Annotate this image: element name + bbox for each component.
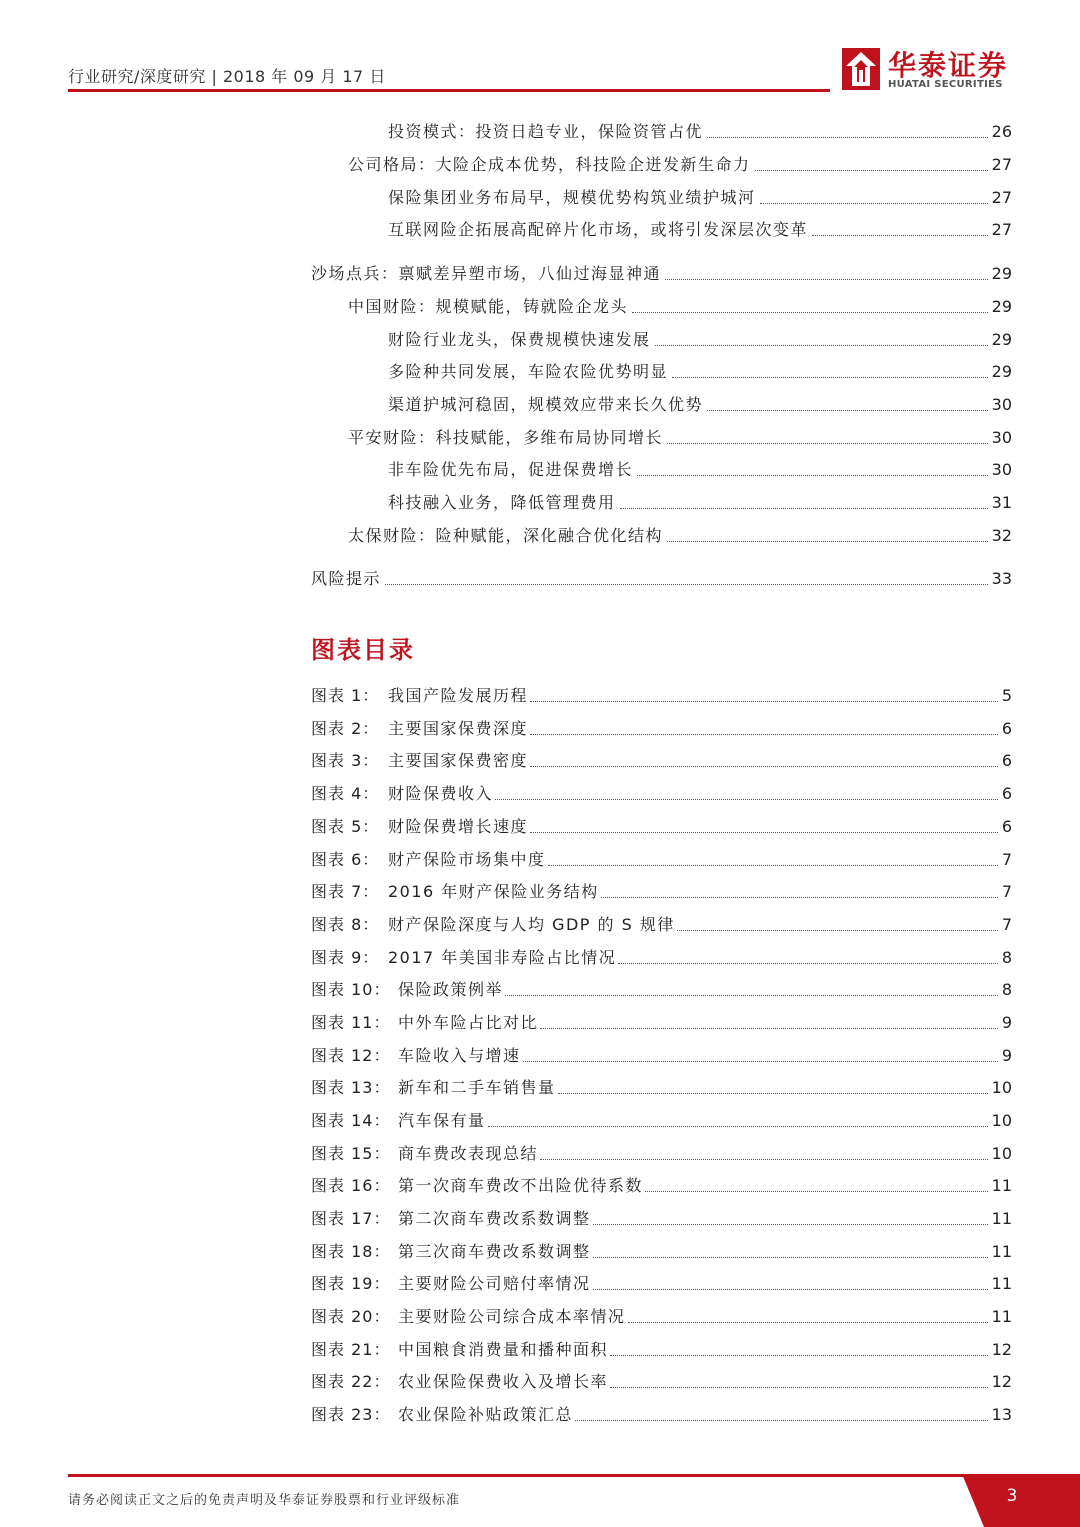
- figure-leader: [593, 1257, 988, 1258]
- figure-title: 农业保险补贴政策汇总: [398, 1405, 574, 1424]
- figure-title: 中外车险占比对比: [398, 1013, 539, 1032]
- figure-leader: [610, 1355, 988, 1356]
- figure-page: 12: [991, 1340, 1012, 1359]
- figure-label: 图表 16：: [311, 1176, 391, 1195]
- footer-divider: [68, 1474, 968, 1477]
- figure-page: 5: [1001, 686, 1012, 705]
- figure-title: 第二次商车费改系数调整: [398, 1209, 591, 1228]
- figure-title: 财险保费增长速度: [388, 817, 529, 836]
- figure-page: 7: [1001, 915, 1012, 934]
- report-info: 行业研究/深度研究 | 2018 年 09 月 17 日: [68, 67, 386, 86]
- logo-mark-icon: [842, 48, 880, 90]
- figure-label: 图表 7：: [311, 882, 380, 901]
- figure-title: 财险保费收入: [388, 784, 494, 803]
- figure-leader: [645, 1191, 988, 1192]
- figure-leader: [628, 1322, 988, 1323]
- toc-entry[interactable]: [348, 296, 1012, 318]
- figure-entry[interactable]: [311, 718, 1012, 740]
- toc-title: 保险集团业务布局早，规模优势构筑业绩护城河: [388, 188, 756, 207]
- figure-title: 主要财险公司综合成本率情况: [398, 1307, 626, 1326]
- figure-title: 2017 年美国非寿险占比情况: [388, 948, 617, 967]
- toc-title: 中国财险：规模赋能，铸就险企龙头: [348, 297, 629, 316]
- figure-leader: [593, 1289, 988, 1290]
- toc-entry[interactable]: [388, 492, 1012, 514]
- toc-title: 渠道护城河稳固，规模效应带来长久优势: [388, 395, 704, 414]
- figure-leader: [495, 799, 998, 800]
- figure-leader: [530, 734, 998, 735]
- figure-page: 8: [1001, 980, 1012, 999]
- toc-title: 互联网险企拓展高配碎片化市场，或将引发深层次变革: [388, 220, 809, 239]
- figure-label: 图表 10：: [311, 980, 391, 999]
- figures-heading: 图表目录: [311, 636, 415, 664]
- toc-page: 29: [991, 264, 1012, 283]
- figure-entry[interactable]: [311, 1143, 1012, 1165]
- figure-title: 财产保险市场集中度: [388, 850, 546, 869]
- figure-label: 图表 12：: [311, 1046, 391, 1065]
- toc-title: 平安财险：科技赋能，多维布局协同增长: [348, 428, 664, 447]
- toc-entry[interactable]: [348, 154, 1012, 176]
- figure-page: 7: [1001, 850, 1012, 869]
- figure-leader: [677, 930, 998, 931]
- figure-leader: [540, 1159, 988, 1160]
- figure-label: 图表 9：: [311, 948, 380, 967]
- figure-label: 图表 17：: [311, 1209, 391, 1228]
- toc-page: 29: [991, 297, 1012, 316]
- toc-entry[interactable]: [388, 121, 1012, 143]
- company-logo: [842, 48, 1017, 94]
- toc-leader: [707, 410, 988, 411]
- toc-entry[interactable]: [311, 263, 1012, 285]
- figure-page: 6: [1001, 751, 1012, 770]
- toc-leader: [672, 377, 988, 378]
- figure-page: 8: [1001, 948, 1012, 967]
- figure-page: 11: [991, 1209, 1012, 1228]
- figure-leader: [530, 766, 998, 767]
- figure-title: 主要国家保费密度: [388, 751, 529, 770]
- figure-entry[interactable]: [311, 750, 1012, 772]
- figure-entry[interactable]: [311, 849, 1012, 871]
- figure-entry[interactable]: [311, 1077, 1012, 1099]
- toc-entry[interactable]: [388, 394, 1012, 416]
- figure-leader: [610, 1387, 988, 1388]
- figure-title: 第三次商车费改系数调整: [398, 1242, 591, 1261]
- toc-page: 27: [991, 220, 1012, 239]
- toc-leader: [632, 312, 988, 313]
- figure-page: 9: [1001, 1013, 1012, 1032]
- figure-page: 11: [991, 1307, 1012, 1326]
- figure-entry[interactable]: [311, 1208, 1012, 1230]
- figure-leader: [593, 1224, 988, 1225]
- toc-title: 非车险优先布局，促进保费增长: [388, 460, 634, 479]
- figure-label: 图表 21：: [311, 1340, 391, 1359]
- toc-leader: [620, 508, 988, 509]
- figure-entry[interactable]: [311, 1273, 1012, 1295]
- toc-leader: [667, 443, 988, 444]
- figure-page: 11: [991, 1176, 1012, 1195]
- figure-label: 图表 3：: [311, 751, 380, 770]
- figure-page: 6: [1001, 719, 1012, 738]
- figure-label: 图表 13：: [311, 1078, 391, 1097]
- toc-entry[interactable]: [388, 187, 1012, 209]
- figure-label: 图表 23：: [311, 1405, 391, 1424]
- toc-page: 32: [991, 526, 1012, 545]
- figure-entry[interactable]: [311, 1045, 1012, 1067]
- toc-entry[interactable]: [388, 219, 1012, 241]
- toc-leader: [637, 475, 988, 476]
- figure-entry[interactable]: [311, 1175, 1012, 1197]
- figure-page: 12: [991, 1372, 1012, 1391]
- figure-leader: [558, 1093, 988, 1094]
- figure-title: 主要国家保费深度: [388, 719, 529, 738]
- figure-label: 图表 5：: [311, 817, 380, 836]
- figure-leader: [601, 897, 998, 898]
- figure-page: 7: [1001, 882, 1012, 901]
- figure-title: 主要财险公司赔付率情况: [398, 1274, 591, 1293]
- figure-leader: [540, 1028, 998, 1029]
- toc-title: 公司格局：大险企成本优势，科技险企迸发新生命力: [348, 155, 751, 174]
- toc-title: 风险提示: [311, 569, 382, 588]
- toc-leader: [707, 137, 988, 138]
- toc-leader: [812, 235, 988, 236]
- figure-page: 11: [991, 1274, 1012, 1293]
- toc-entry[interactable]: [348, 427, 1012, 449]
- figure-label: 图表 18：: [311, 1242, 391, 1261]
- figure-entry[interactable]: [311, 1110, 1012, 1132]
- toc-entry[interactable]: [388, 459, 1012, 481]
- figure-page: 10: [991, 1144, 1012, 1163]
- figure-title: 中国粮食消费量和播种面积: [398, 1340, 609, 1359]
- figure-title: 我国产险发展历程: [388, 686, 529, 705]
- figure-entry[interactable]: [311, 1339, 1012, 1361]
- toc-leader: [760, 203, 988, 204]
- figure-title: 财产保险深度与人均 GDP 的 S 规律: [388, 915, 675, 934]
- toc-leader: [755, 170, 988, 171]
- toc-entry[interactable]: [388, 361, 1012, 383]
- figure-title: 第一次商车费改不出险优待系数: [398, 1176, 644, 1195]
- figure-label: 图表 8：: [311, 915, 380, 934]
- toc-page: 26: [991, 122, 1012, 141]
- figure-label: 图表 4：: [311, 784, 380, 803]
- toc-page: 31: [991, 493, 1012, 512]
- toc-entry[interactable]: [348, 525, 1012, 547]
- figure-entry[interactable]: [311, 947, 1012, 969]
- figure-label: 图表 15：: [311, 1144, 391, 1163]
- figure-leader: [488, 1126, 988, 1127]
- toc-page: 33: [991, 569, 1012, 588]
- toc-title: 财险行业龙头，保费规模快速发展: [388, 330, 651, 349]
- figure-entry[interactable]: [311, 1012, 1012, 1034]
- toc-title: 投资模式：投资日趋专业，保险资管占优: [388, 122, 704, 141]
- figure-leader: [523, 1061, 998, 1062]
- figure-label: 图表 2：: [311, 719, 380, 738]
- figure-entry[interactable]: [311, 914, 1012, 936]
- figure-title: 农业保险保费收入及增长率: [398, 1372, 609, 1391]
- footer-disclaimer: 请务必阅读正文之后的免责声明及华泰证券股票和行业评级标准: [68, 1493, 461, 1508]
- figure-title: 2016 年财产保险业务结构: [388, 882, 599, 901]
- figure-entry[interactable]: [311, 783, 1012, 805]
- figure-leader: [618, 963, 998, 964]
- figure-label: 图表 20：: [311, 1307, 391, 1326]
- logo-text-cn: 华泰证券: [888, 49, 1009, 82]
- figure-page: 10: [991, 1111, 1012, 1130]
- figure-entry[interactable]: [311, 1241, 1012, 1263]
- toc-leader: [665, 279, 988, 280]
- toc-title: 沙场点兵：禀赋差异塑市场，八仙过海显神通: [311, 264, 662, 283]
- figure-page: 9: [1001, 1046, 1012, 1065]
- toc-page: 29: [991, 330, 1012, 349]
- figure-title: 商车费改表现总结: [398, 1144, 539, 1163]
- figure-label: 图表 6：: [311, 850, 380, 869]
- toc-leader: [385, 584, 988, 585]
- toc-page: 27: [991, 188, 1012, 207]
- toc-title: 科技融入业务，降低管理费用: [388, 493, 616, 512]
- toc-leader: [655, 345, 988, 346]
- figure-label: 图表 19：: [311, 1274, 391, 1293]
- figure-page: 10: [991, 1078, 1012, 1097]
- figure-label: 图表 14：: [311, 1111, 391, 1130]
- figure-title: 保险政策例举: [398, 980, 504, 999]
- figure-leader: [548, 865, 998, 866]
- figure-page: 6: [1001, 784, 1012, 803]
- figure-title: 车险收入与增速: [398, 1046, 521, 1065]
- toc-page: 29: [991, 362, 1012, 381]
- toc-entry[interactable]: [311, 568, 1012, 590]
- figure-leader: [505, 995, 998, 996]
- toc-entry[interactable]: [388, 329, 1012, 351]
- figure-page: 6: [1001, 817, 1012, 836]
- page-number: 3: [1006, 1486, 1018, 1506]
- figure-label: 图表 22：: [311, 1372, 391, 1391]
- toc-leader: [667, 541, 988, 542]
- figure-title: 新车和二手车销售量: [398, 1078, 556, 1097]
- toc-page: 30: [991, 428, 1012, 447]
- figure-title: 汽车保有量: [398, 1111, 486, 1130]
- figure-page: 13: [991, 1405, 1012, 1424]
- figure-label: 图表 1：: [311, 686, 380, 705]
- logo-text-en: HUATAI SECURITIES: [888, 79, 1003, 90]
- toc-page: 27: [991, 155, 1012, 174]
- toc-title: 太保财险：险种赋能，深化融合优化结构: [348, 526, 664, 545]
- figure-label: 图表 11：: [311, 1013, 391, 1032]
- toc-page: 30: [991, 460, 1012, 479]
- figure-entry[interactable]: [311, 881, 1012, 903]
- figure-entry[interactable]: [311, 1306, 1012, 1328]
- figure-page: 11: [991, 1242, 1012, 1261]
- header-divider: [68, 89, 830, 92]
- toc-title: 多险种共同发展，车险农险优势明显: [388, 362, 669, 381]
- toc-page: 30: [991, 395, 1012, 414]
- figure-entry[interactable]: [311, 816, 1012, 838]
- figure-entry[interactable]: [311, 1404, 1012, 1426]
- figure-entry[interactable]: [311, 979, 1012, 1001]
- figure-leader: [530, 701, 998, 702]
- figure-entry[interactable]: [311, 1371, 1012, 1393]
- figure-leader: [530, 832, 998, 833]
- figure-entry[interactable]: [311, 685, 1012, 707]
- figure-leader: [575, 1420, 988, 1421]
